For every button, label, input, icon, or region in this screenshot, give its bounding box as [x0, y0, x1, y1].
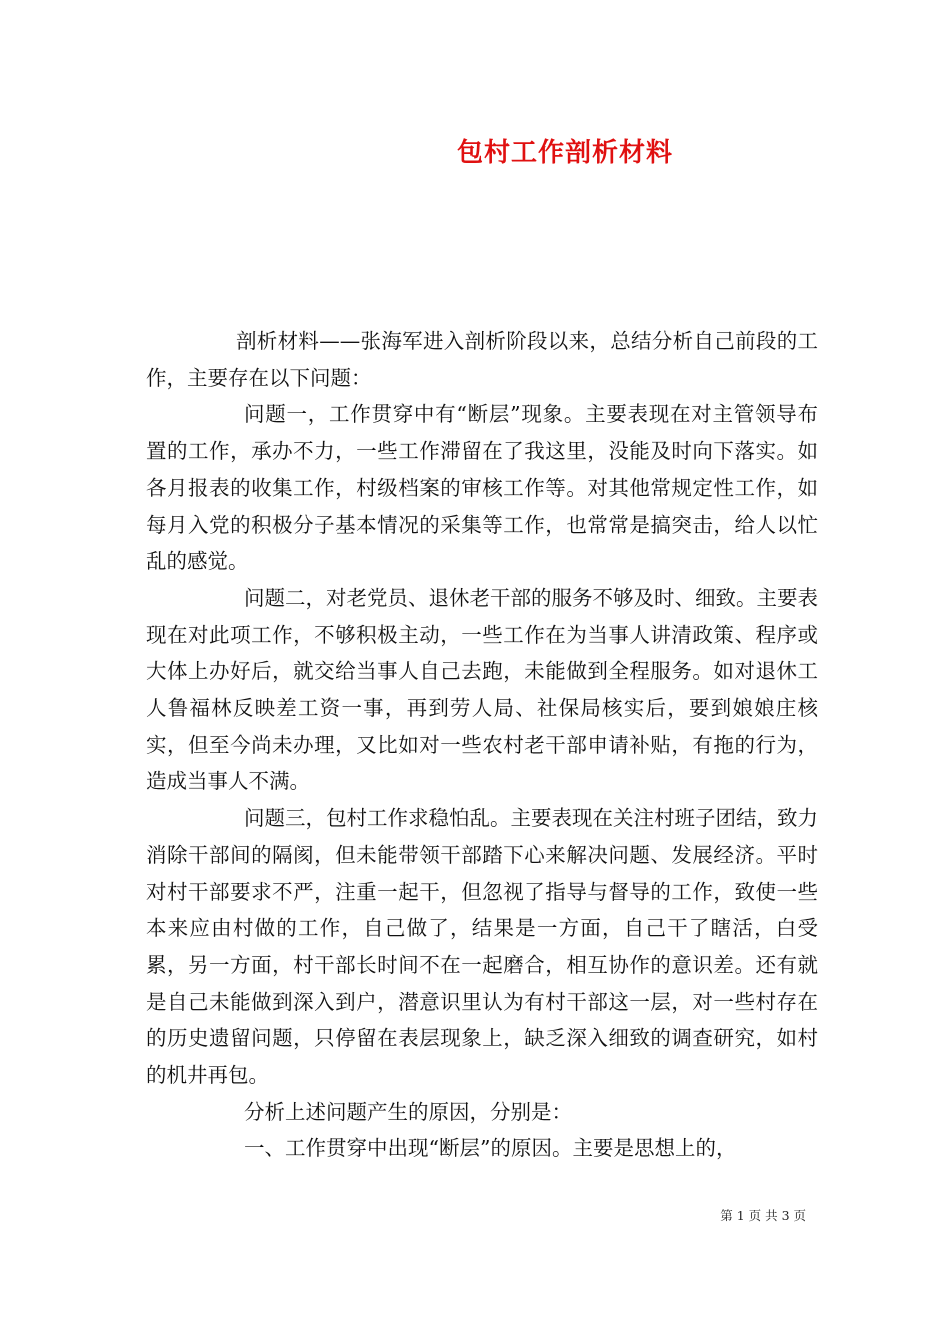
paragraph-cause-one: 一、工作贯穿中出现“断层”的原因。主要是思想上的，: [244, 1136, 737, 1161]
paragraph-intro: 剖析材料——张海军进入剖析阶段以来，总结分析自己前段的工作，主要存在以下问题：: [146, 329, 818, 390]
paragraph-problem-three: 问题三，包村工作求稳怕乱。主要表现在关注村班子团结，致力消除干部间的隔阂，但未能带领干部踏下心来解决问题、发展经济。平时对村干部要求不严，注重一起干，但忽视了指导与督导的工作，致使一些本来应由村做的工作，自己做了，结果是一方面，自己干了瞎活，白受累，另一方面，村干部长时间不在一起磨合，相互协作的意识差。还有就是自己未能做到深入到户，潜意识里认为有村干部这一层，对一些村存在的历史遗留问题，只停留在表层现象上，缺乏深入细致的调查研究，如村的机井再包。: [146, 806, 818, 1088]
paragraph-problem-one: 问题一，工作贯穿中有“断层”现象。主要表现在对主管领导布置的工作，承办不力，一些工作滞留在了我这里，没能及时向下落实。如各月报表的收集工作，村级档案的审核工作等。对其他常规定性工作，如每月入党的积极分子基本情况的采集等工作，也常常是搞突击，给人以忙乱的感觉。: [146, 402, 818, 574]
document-title: 包村工作剖析材料: [456, 138, 673, 168]
paragraph-problem-two: 问题二，对老党员、退休老干部的服务不够及时、细致。主要表现在对此项工作，不够积极主动，一些工作在为当事人讲清政策、程序或大体上办好后，就交给当事人自己去跑，未能做到全程服务。如对退休工人鲁福林反映差工资一事，再到劳人局、社保局核实后，要到娘娘庄核实，但至今尚未办理，又比如对一些农村老干部申请补贴，有拖的行为，造成当事人不满。: [146, 585, 818, 794]
page-number-footer: 第 1 页 共 3 页: [720, 1208, 806, 1223]
paragraph-analysis-intro: 分析上述问题产生的原因，分别是：: [244, 1099, 572, 1124]
document-body: [146, 323, 818, 1167]
